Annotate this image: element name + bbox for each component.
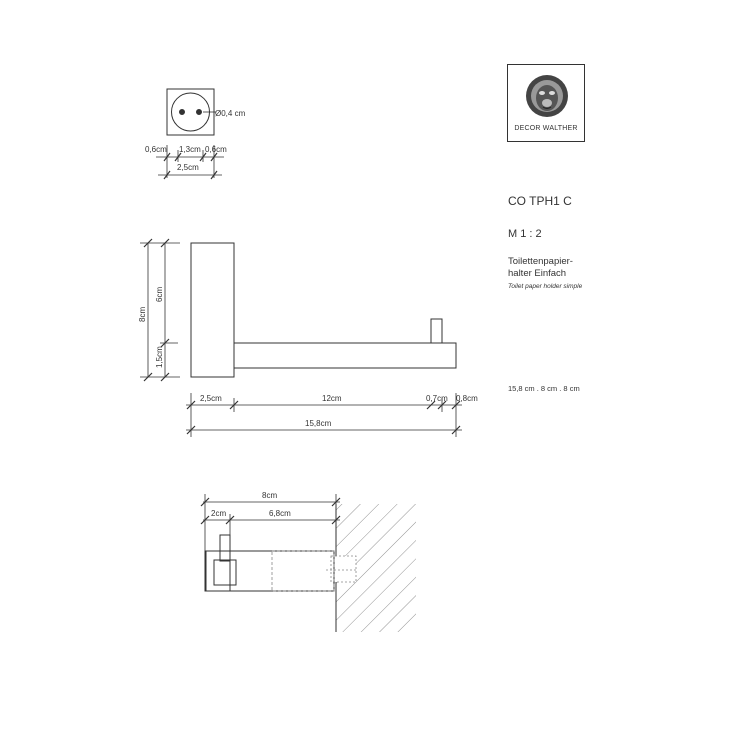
- segment-middle-label: 1,3cm: [179, 145, 201, 154]
- hole-diameter-label: Ø0,4 cm: [215, 109, 246, 118]
- product-code: CO TPH1 C: [508, 194, 572, 208]
- overall-dimensions: 15,8 cm . 8 cm . 8 cm: [508, 384, 580, 393]
- product-name-de: Toilettenpapier- halter Einfach: [508, 256, 573, 279]
- brand-name: DECOR WALTHER: [514, 125, 578, 132]
- total-length-label: 15,8cm: [305, 419, 332, 428]
- tip-gap-label: 0,7cm: [426, 394, 448, 403]
- wall-plug-outline: [331, 556, 356, 582]
- depth-total-label: 8cm: [262, 491, 278, 500]
- front-view: [140, 239, 462, 437]
- wall-plate-outline: [191, 243, 234, 377]
- screw-hole-right: [197, 110, 202, 115]
- segment-left-label: 0,6cm: [145, 145, 167, 154]
- brand-logo: [507, 64, 585, 142]
- product-name-en: Toilet paper holder simple: [508, 283, 583, 290]
- lion-head-icon: [525, 73, 569, 119]
- height-total-label: 8cm: [138, 306, 147, 322]
- screw-hole-left: [180, 110, 185, 115]
- side-view: [201, 494, 416, 632]
- drawing-scale: M 1 : 2: [508, 228, 542, 240]
- tip-width-label: 0,8cm: [456, 394, 478, 403]
- arm-outline: [234, 343, 456, 368]
- height-arm-label: 1,5cm: [155, 346, 164, 368]
- arm-length-label: 12cm: [322, 394, 342, 403]
- plate-width-front-label: 2,5cm: [200, 394, 222, 403]
- side-screw-dashed: [272, 551, 334, 591]
- side-peg-outline: [220, 535, 230, 561]
- side-tip-outline: [214, 560, 236, 585]
- depth-plate-label: 2cm: [211, 509, 227, 518]
- segment-right-label: 0,6cm: [205, 145, 227, 154]
- height-upper-label: 6cm: [155, 286, 164, 302]
- depth-arm-label: 6,8cm: [269, 509, 291, 518]
- arm-tip-outline: [431, 319, 442, 343]
- plate-width-label: 2,5cm: [177, 163, 199, 172]
